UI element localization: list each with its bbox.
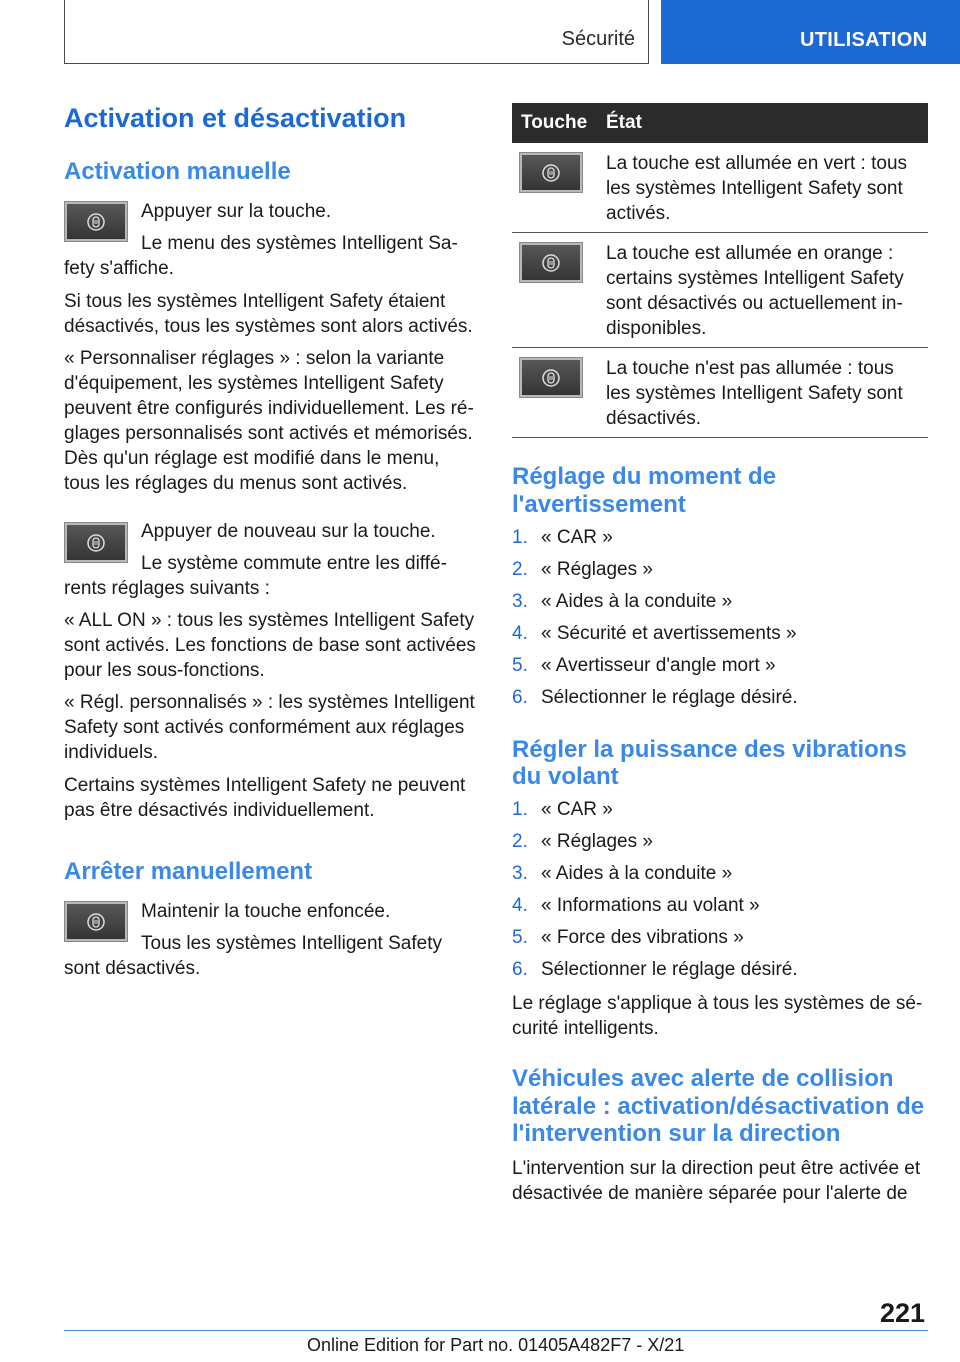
table-cell-text: La touche est allumée en vert : tous <box>606 153 908 174</box>
text-line: Appuyer sur la touche. <box>141 201 332 222</box>
table-row-divider <box>512 437 928 438</box>
list-item: « CAR » <box>541 527 613 548</box>
list-item: « Aides à la conduite » <box>541 591 733 612</box>
list-number: 6. <box>512 687 528 708</box>
text-line: pas être désactivés individuellement. <box>64 800 375 821</box>
list-item: « Avertisseur d'angle mort » <box>541 655 776 676</box>
list-number: 2. <box>512 559 528 580</box>
list-number: 5. <box>512 927 528 948</box>
heading-warning-timing: l'avertissement <box>512 491 686 518</box>
list-number: 4. <box>512 895 528 916</box>
footer-divider <box>64 1330 928 1331</box>
text-line: Le système commute entre les diffé- <box>141 553 447 574</box>
text-line: Maintenir la touche enfoncée. <box>141 901 391 922</box>
header-section-tab <box>64 0 649 64</box>
text-line: peuvent être configurés individuellement. Les ré- <box>64 398 474 419</box>
table-cell-text: les systèmes Intelligent Safety sont <box>606 383 903 404</box>
heading-warning-timing: Réglage du moment de <box>512 463 777 490</box>
table-cell-text: sont désactivés ou actuellement in- <box>606 293 903 314</box>
list-item: « Réglages » <box>541 559 653 580</box>
table-header-button: Touche <box>521 112 588 133</box>
page-title: Activation et désactivation <box>64 103 407 133</box>
list-item: « Réglages » <box>541 831 653 852</box>
list-item: « Force des vibrations » <box>541 927 744 948</box>
header-chapter-label: UTILISATION <box>800 29 928 51</box>
safety-button-icon <box>64 522 128 563</box>
text-line: fety s'affiche. <box>64 258 174 279</box>
text-line: Tous les systèmes Intelligent Safety <box>141 933 442 954</box>
text-line: d'équipement, les systèmes Intelligent Safety <box>64 373 444 394</box>
safety-button-green-icon <box>519 152 583 193</box>
heading-collision: latérale : activation/désactivation de <box>512 1093 925 1120</box>
text-line: « Régl. personnalisés » : les systèmes Intelligent <box>64 692 475 713</box>
status-table-header <box>512 103 928 143</box>
list-item: « Informations au volant » <box>541 895 760 916</box>
text-line: Le réglage s'applique à tous les systèmes de sé- <box>512 993 923 1014</box>
list-item: Sélectionner le réglage désiré. <box>541 959 798 980</box>
table-cell-text: désactivés. <box>606 408 702 429</box>
text-line: désactivée de manière séparée pour l'alerte de <box>512 1183 908 1204</box>
table-header-state: État <box>606 112 642 133</box>
list-number: 4. <box>512 623 528 644</box>
text-line: désactivés, tous les systèmes sont alors activés. <box>64 316 473 337</box>
heading-manual-off: Arrêter manuellement <box>64 858 313 885</box>
text-line: Dès qu'un réglage est modifié dans le menu, <box>64 448 440 469</box>
footer-edition: Online Edition for Part no. 01405A482F7 - X/21 <box>307 1335 685 1355</box>
heading-vibration: Régler la puissance des vibrations <box>512 736 907 763</box>
heading-collision: Véhicules avec alerte de collision <box>512 1065 894 1092</box>
text-line: sont activés. Les fonctions de base sont activées <box>64 635 476 656</box>
safety-button-icon <box>64 901 128 942</box>
heading-vibration: du volant <box>512 763 619 790</box>
table-cell-text: La touche n'est pas allumée : tous <box>606 358 894 379</box>
text-line: Si tous les systèmes Intelligent Safety étaient <box>64 291 446 312</box>
text-line: tous les réglages du menus sont activés. <box>64 473 408 494</box>
table-cell-text: activés. <box>606 203 671 224</box>
text-line: Appuyer de nouveau sur la touche. <box>141 521 436 542</box>
text-line: Safety sont activés conformément aux réglages <box>64 717 465 738</box>
safety-button-off-icon <box>519 357 583 398</box>
table-cell-text: les systèmes Intelligent Safety sont <box>606 178 903 199</box>
list-item: « Sécurité et avertissements » <box>541 623 797 644</box>
list-number: 5. <box>512 655 528 676</box>
page-number: 221 <box>879 1298 925 1328</box>
header-chapter-tab <box>661 0 960 64</box>
safety-button-orange-icon <box>519 242 583 283</box>
list-number: 2. <box>512 831 528 852</box>
table-cell-text: La touche est allumée en orange : <box>606 243 894 264</box>
header-section-label: Sécurité <box>561 28 635 50</box>
heading-manual-activation: Activation manuelle <box>64 158 291 185</box>
text-line: sont désactivés. <box>64 958 201 979</box>
text-line: curité intelligents. <box>512 1018 659 1039</box>
list-item: Sélectionner le réglage désiré. <box>541 687 798 708</box>
safety-button-icon <box>64 201 128 242</box>
text-line: L'intervention sur la direction peut être activée et <box>512 1158 921 1179</box>
table-cell-text: certains systèmes Intelligent Safety <box>606 268 904 289</box>
text-line: pour les sous-fonctions. <box>64 660 265 681</box>
table-row-divider <box>512 347 928 348</box>
text-line: « Personnaliser réglages » : selon la variante <box>64 348 445 369</box>
text-line: « ALL ON » : tous les systèmes Intelligent Safety <box>64 610 475 631</box>
heading-collision: l'intervention sur la direction <box>512 1120 841 1147</box>
text-line: Le menu des systèmes Intelligent Sa- <box>141 233 458 254</box>
list-number: 1. <box>512 527 528 548</box>
text-line: rents réglages suivants : <box>64 578 270 599</box>
table-row-divider <box>512 232 928 233</box>
text-line: Certains systèmes Intelligent Safety ne peuvent <box>64 775 466 796</box>
text-line: glages personnalisés sont activés et mémorisés. <box>64 423 473 444</box>
list-item: « Aides à la conduite » <box>541 863 733 884</box>
list-number: 3. <box>512 591 528 612</box>
list-number: 1. <box>512 799 528 820</box>
list-item: « CAR » <box>541 799 613 820</box>
text-line: individuels. <box>64 742 158 763</box>
table-cell-text: disponibles. <box>606 318 707 339</box>
list-number: 6. <box>512 959 528 980</box>
list-number: 3. <box>512 863 528 884</box>
